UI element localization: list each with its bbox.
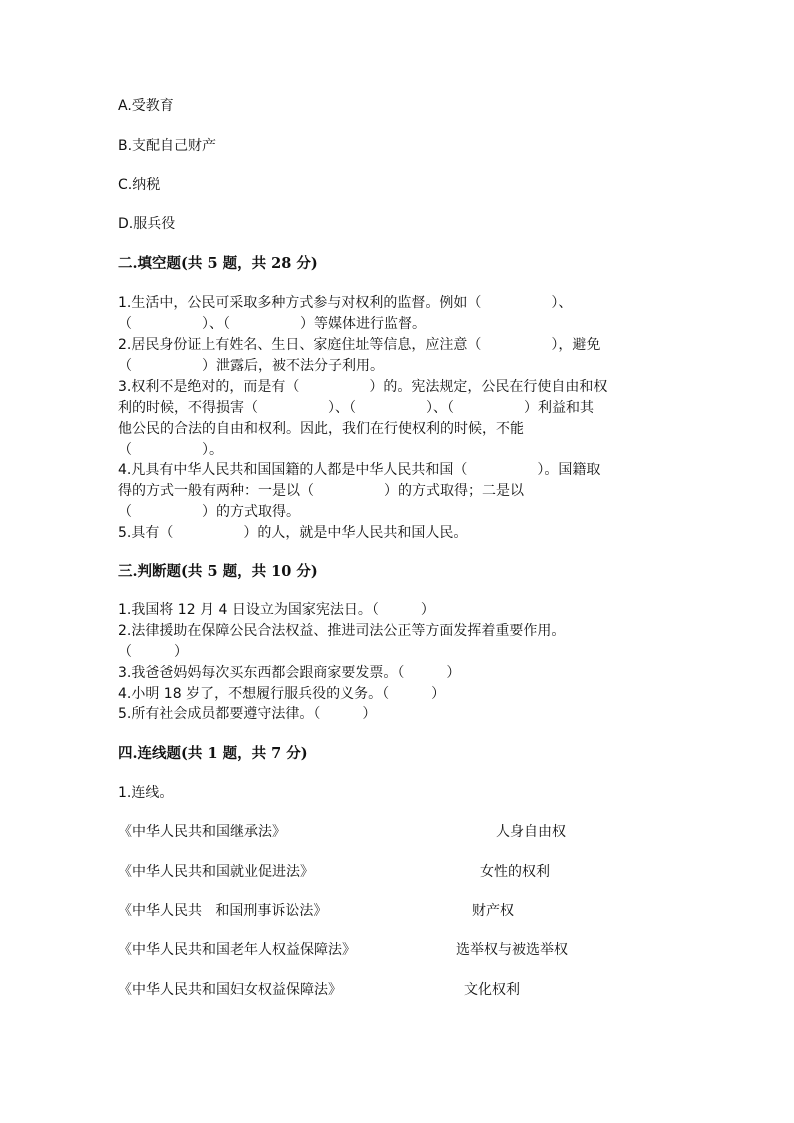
option-b: B.支配自己财产 (118, 138, 217, 154)
matching-left-item: 《中华人民共和国妇女权益保障法》 (118, 982, 342, 998)
matching-right-item: 财产权 (472, 903, 514, 919)
fill-line: 1.生活中，公民可采取多种方式参与对权利的监督。例如（ ）、 (118, 295, 573, 311)
section-heading-fill-in: 二.填空题(共 5 题，共 28 分) (118, 255, 318, 272)
matching-left-item: 《中华人民共和国老年人权益保障法》 (118, 942, 356, 958)
fill-line: 3.权利不是绝对的，而是有（ ）的。宪法规定，公民在行使自由和权 (118, 379, 608, 395)
matching-intro: 1.连线。 (118, 785, 174, 801)
fill-line: 利的时候，不得损害（ ）、（ ）、（ ）利益和其 (118, 400, 594, 416)
option-d: D.服兵役 (118, 216, 176, 232)
fill-line: 4.凡具有中华人民共和国国籍的人都是中华人民共和国（ ）。国籍取 (118, 462, 601, 478)
section-heading-matching: 四.连线题(共 1 题，共 7 分) (118, 745, 308, 762)
fill-line: （ ）泄露后，被不法分子利用。 (118, 358, 384, 374)
fill-line: 5.具有（ ）的人，就是中华人民共和国人民。 (118, 525, 468, 541)
judge-line: 5.所有社会成员都要遵守法律。（ ） (118, 706, 377, 722)
matching-left-item: 《中华人民共和国继承法》 (118, 824, 286, 840)
judge-line: 2.法律援助在保障公民合法权益、推进司法公正等方面发挥着重要作用。 (118, 623, 566, 639)
matching-right-item: 选举权与被选举权 (456, 942, 568, 958)
matching-left-item: 《中华人民共和国就业促进法》 (118, 864, 314, 880)
fill-line: 2.居民身份证上有姓名、生日、家庭住址等信息，应注意（ ），避免 (118, 337, 601, 353)
fill-line: （ ）的方式取得。 (118, 504, 300, 520)
judge-line: 4.小明 18 岁了，不想履行服兵役的义务。（ ） (118, 686, 446, 702)
fill-line: 他公民的合法的自由和权利。因此，我们在行使权利的时候，不能 (118, 421, 524, 437)
judge-line: （ ） (118, 644, 188, 660)
section-heading-true-false: 三.判断题(共 5 题，共 10 分) (118, 563, 318, 580)
judge-line: 1.我国将 12 月 4 日设立为国家宪法日。（ ） (118, 602, 435, 618)
fill-line: 得的方式一般有两种：一是以（ ）的方式取得；二是以 (118, 483, 524, 499)
matching-right-item: 文化权利 (464, 982, 520, 998)
matching-right-item: 人身自由权 (496, 824, 566, 840)
fill-line: （ ）。 (118, 442, 223, 458)
matching-left-item: 《中华人民共 和国刑事诉讼法》 (118, 903, 328, 919)
option-c: C.纳税 (118, 177, 161, 193)
judge-line: 3.我爸爸妈妈每次买东西都会跟商家要发票。（ ） (118, 665, 461, 681)
option-a: A.受教育 (118, 98, 174, 114)
matching-right-item: 女性的权利 (480, 864, 550, 880)
fill-line: （ ）、（ ）等媒体进行监督。 (118, 316, 426, 332)
